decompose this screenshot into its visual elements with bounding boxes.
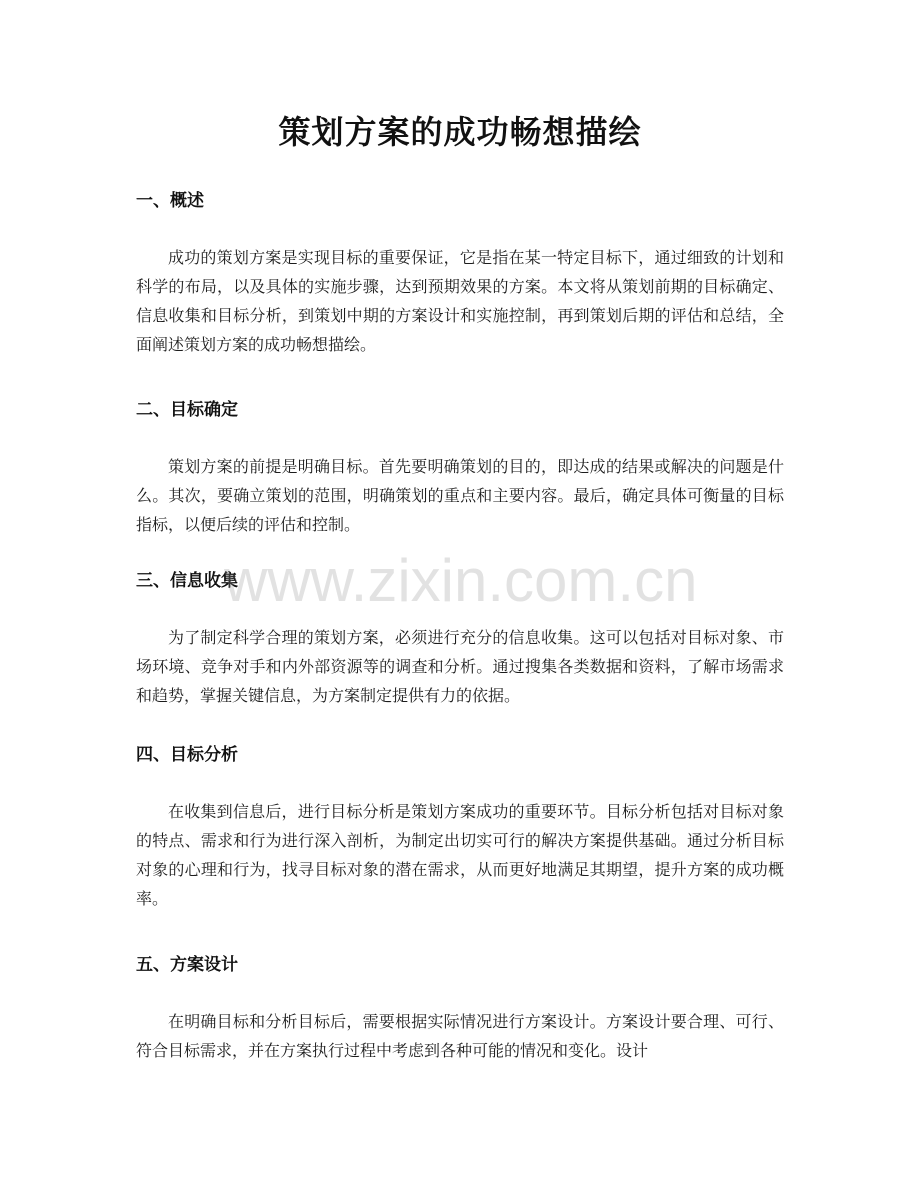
- section-goal-analysis: [136, 742, 784, 913]
- section-information-collection: [136, 568, 784, 710]
- section-heading: 四、目标分析: [136, 745, 238, 765]
- section-paragraph: 在明确目标和分析目标后，需要根据实际情况进行方案设计。方案设计要合理、可行、符合目标需求，并在方案执行过程中考虑到各种可能的情况和变化。设计: [136, 1012, 784, 1060]
- section-paragraph: 成功的策划方案是实现目标的重要保证，它是指在某一特定目标下，通过细致的计划和科学的布局，以及具体的实施步骤，达到预期效果的方案。本文将从策划前期的目标确定、信息收集和目标分析，到策划中期的方案设计和实施控制，再到策划后期的评估和总结，全面阐述策划方案的成功畅想描绘。: [136, 248, 784, 354]
- section-plan-design: [136, 952, 784, 1065]
- section-paragraph: 为了制定科学合理的策划方案，必须进行充分的信息收集。这可以包括对目标对象、市场环境、竞争对手和内外部资源等的调查和分析。通过搜集各类数据和资料，了解市场需求和趋势，掌握关键信息，为方案制定提供有力的依据。: [136, 628, 784, 705]
- watermark-text: www.zixin.com.cn: [224, 547, 698, 614]
- section-heading: 三、信息收集: [136, 571, 238, 591]
- section-paragraph: 策划方案的前提是明确目标。首先要明确策划的目的，即达成的结果或解决的问题是什么。其次，要确立策划的范围，明确策划的重点和主要内容。最后，确定具体可衡量的目标指标，以便后续的评估和控制。: [136, 457, 784, 534]
- section-heading: 二、目标确定: [136, 400, 238, 420]
- section-heading: 一、概述: [136, 191, 204, 211]
- section-heading: 五、方案设计: [136, 955, 238, 975]
- section-paragraph: 在收集到信息后，进行目标分析是策划方案成功的重要环节。目标分析包括对目标对象的特点、需求和行为进行深入剖析，为制定出切实可行的解决方案提供基础。通过分析目标对象的心理和行为，找寻目标对象的潜在需求，从而更好地满足其期望，提升方案的成功概率。: [136, 802, 784, 908]
- section-goal-setting: [136, 397, 784, 539]
- section-overview: [136, 188, 784, 359]
- document-title: 策划方案的成功畅想描绘: [278, 113, 642, 151]
